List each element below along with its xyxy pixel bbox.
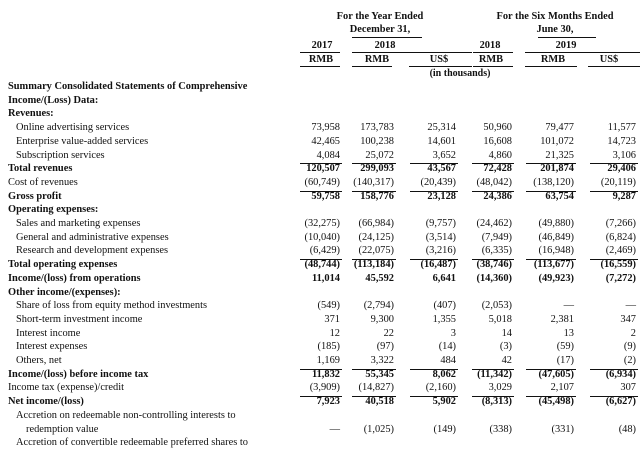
row-value: 120,507 [306,163,340,175]
row-label: Interest expenses [16,341,88,353]
row-value: 14,723 [607,135,636,147]
table-row [0,94,640,108]
units-note: (in thousands) [429,68,491,79]
row-value: 2,107 [550,382,574,394]
row-value: 22 [383,327,394,339]
table-row [0,135,640,149]
underline-rule [472,163,514,164]
row-value: (407) [433,300,456,312]
table-row [0,354,640,368]
row-value: (2,469) [605,245,636,257]
period2-date: June 30, [536,24,574,35]
row-value: (97) [376,341,394,353]
row-value: 8,062 [432,368,456,380]
row-value: 100,238 [360,135,394,147]
row-value: (1,025) [363,423,394,435]
row-value: (3,909) [309,382,340,394]
row-value: (2,053) [481,300,512,312]
row-value: 63,754 [545,190,574,202]
row-value: (7,949) [481,231,512,243]
row-value: 43,567 [427,163,456,175]
row-value: — [563,300,574,312]
row-value: 14,601 [427,135,456,147]
underline-rule [300,259,342,260]
row-value: (45,498) [538,396,574,408]
table-row [0,190,640,204]
row-value: (16,948) [538,245,574,257]
row-value: 9,300 [370,313,394,325]
row-value: 6,641 [432,272,456,284]
row-label: General and administrative expenses [16,231,169,243]
table-row [0,217,640,231]
row-value: 1,169 [316,355,340,366]
row-label: Subscription services [16,149,105,161]
underline-rule [300,163,342,164]
underline-rule [590,369,638,370]
row-value: 3,106 [612,149,636,161]
table-row [0,381,640,395]
row-value: (46,849) [538,231,574,243]
row-value: (9,757) [425,218,456,229]
row-value: 3,029 [488,382,512,394]
row-value: (7,272) [605,272,636,284]
row-value: 24,386 [483,190,512,202]
row-value: 371 [324,313,340,325]
underline-rule [472,369,514,370]
row-value: 72,428 [483,163,512,175]
underline-rule [472,191,514,192]
underline-rule [352,259,396,260]
row-value: 101,072 [540,135,574,147]
row-value: (549) [317,300,340,312]
row-value: 5,018 [488,313,512,325]
row-value: (48) [618,423,636,435]
row-label: Net income/(loss) [8,396,84,408]
table-row [0,121,640,135]
year-2019: 2019 [555,40,577,51]
row-value: (3) [499,341,512,353]
row-value: (6,429) [309,245,340,257]
row-label: Income tax (expense)/credit [8,382,124,394]
underline-rule [526,191,576,192]
table-row [0,107,640,121]
row-label: Research and development expenses [16,245,169,257]
currency-rmb-2018: RMB [364,54,390,65]
year-2018-six-months: 2018 [479,40,501,51]
period1-date: December 31, [349,24,411,35]
row-value: (59) [556,341,574,353]
row-value: (66,984) [358,218,394,229]
row-value: 5,902 [432,396,456,408]
row-value: (8,313) [481,396,512,408]
row-value: 13 [563,327,574,339]
underline-rule [590,163,638,164]
row-value: 40,518 [365,396,394,408]
row-label: Cost of revenues [8,176,78,188]
row-value: 307 [620,382,636,394]
underline-rule [472,396,514,397]
row-value: 347 [620,313,636,325]
row-label: Revenues: [8,108,54,120]
table-row [0,327,640,341]
row-label: Operating expenses: [8,204,99,216]
row-label: Other income/(expenses): [8,286,121,298]
year-2018: 2018 [374,40,396,51]
row-value: (10,040) [304,231,340,243]
row-value: 55,345 [365,368,394,380]
row-value: (6,627) [605,396,636,408]
row-value: 29,406 [607,163,636,175]
underline-rule [526,369,576,370]
table-row [0,409,640,423]
row-label: Total revenues [8,163,73,175]
row-value: (16,559) [600,259,636,271]
period1-header [300,10,460,36]
row-value: 14 [501,327,512,339]
row-value: 11,832 [311,368,340,380]
underline-rule [526,396,576,397]
row-label: Short-term investment income [16,313,143,325]
table-row [0,368,640,382]
row-value: (60,749) [304,176,340,188]
row-value: 201,874 [540,163,574,175]
row-value: 299,093 [360,163,394,175]
table-row [0,423,640,437]
row-label: Accretion of convertible redeemable preferred shares to [16,437,248,449]
row-value: 45,592 [365,272,394,284]
row-value: 484 [440,355,456,366]
row-value: 4,084 [316,149,340,161]
underline-rule [352,191,396,192]
underline-rule [590,191,638,192]
currency-usd-2018: US$ [429,54,449,65]
underline-rule [300,396,342,397]
row-value: (9) [623,341,636,353]
table-row [0,162,640,176]
row-value: (331) [551,423,574,435]
row-value: (6,335) [481,245,512,257]
currency-rmb-2018-six: RMB [478,54,504,65]
period2-header [470,10,640,36]
underline-rule [410,259,458,260]
table-row [0,149,640,163]
underline-rule [410,163,458,164]
row-value: 23,128 [427,190,456,202]
table-row [0,231,640,245]
row-value: 173,783 [360,122,394,134]
row-value: 25,314 [427,122,456,134]
row-value: (6,824) [605,231,636,243]
row-value: (48,042) [476,176,512,188]
row-value: (17) [556,355,574,366]
row-value: 3 [450,327,456,339]
row-value: (3,514) [425,231,456,243]
row-value: (14,360) [476,272,512,284]
row-value: (113,677) [533,259,574,271]
row-value: (2) [623,355,636,366]
table-row [0,203,640,217]
row-value: 42 [501,355,512,366]
year-2017: 2017 [311,40,333,51]
row-value: — [329,423,340,435]
row-value: (38,746) [476,259,512,271]
row-value: (2,160) [425,382,456,394]
row-label: Interest income [16,327,81,339]
row-value: (138,120) [533,176,574,188]
row-value: (185) [317,341,340,353]
row-value: 16,608 [483,135,512,147]
row-value: (16,487) [420,259,456,271]
row-value: 50,960 [483,122,512,134]
table-row [0,340,640,354]
period1-title: For the Year Ended [336,11,424,22]
row-value: (49,923) [538,272,574,284]
table-row [0,313,640,327]
row-value: (47,605) [538,368,574,380]
currency-usd-2019: US$ [599,54,619,65]
row-value: (6,934) [605,368,636,380]
underline-rule [300,369,342,370]
underline-rule [410,369,458,370]
row-value: 12 [329,327,340,339]
underline-rule [410,396,458,397]
row-value: 1,355 [432,313,456,325]
row-value: 25,072 [365,149,394,161]
row-label: Enterprise value-added services [16,135,149,147]
row-value: 11,014 [311,272,340,284]
row-value: 59,758 [311,190,340,202]
row-value: (48,744) [304,259,340,271]
row-label: Share of loss from equity method investments [16,300,208,312]
underline-rule [410,191,458,192]
row-label: Total operating expenses [8,259,118,271]
underline-rule [472,259,514,260]
underline-rule [590,259,638,260]
row-value: 73,958 [311,122,340,134]
row-value: 158,776 [360,190,394,202]
row-value: (113,184) [353,259,394,271]
table-row [0,436,640,450]
row-label: Summary Consolidated Statements of Comprehensive [8,81,248,92]
table-row [0,299,640,313]
row-value: (32,275) [304,218,340,229]
row-value: (24,462) [476,218,512,229]
currency-rmb-2019: RMB [540,54,566,65]
row-value: (22,075) [358,245,394,257]
row-value: 4,860 [488,149,512,161]
row-label: Sales and marketing expenses [16,218,141,229]
table-row [0,176,640,190]
row-value: (20,439) [420,176,456,188]
row-value: 42,465 [311,135,340,147]
row-value: (14,827) [358,382,394,394]
currency-rmb-2017: RMB [308,54,334,65]
table-row [0,286,640,300]
row-value: 7,923 [316,396,340,408]
row-value: (24,125) [358,231,394,243]
row-value: (2,794) [363,300,394,312]
period2-title: For the Six Months Ended [496,11,614,22]
row-value: (14) [438,341,456,353]
row-value: (7,266) [605,218,636,229]
underline-rule [526,163,576,164]
underline-rule [300,191,342,192]
row-value: 21,325 [545,149,574,161]
row-value: 79,477 [545,122,574,134]
row-label: Accretion on redeemable non-controlling interests to [16,409,236,421]
row-value: 2,381 [550,313,574,325]
table-row [0,272,640,286]
underline-rule [590,396,638,397]
row-value: (338) [489,423,512,435]
row-value: 2 [630,327,636,339]
row-label: Online advertising services [16,122,130,134]
row-value: (49,880) [538,218,574,229]
underline-rule [352,369,396,370]
row-value: (3,216) [425,245,456,257]
table-row [0,80,640,94]
row-value: — [625,300,636,312]
row-label: redemption value [26,423,99,435]
row-value: 3,322 [370,355,394,366]
row-value: 11,577 [607,122,636,134]
row-value: (11,342) [477,368,512,380]
row-label: Others, net [16,355,62,366]
row-value: (140,317) [353,176,394,188]
row-label: Income/(loss) from operations [8,272,141,284]
table-row [0,395,640,409]
row-label: Gross profit [8,190,62,202]
row-value: (149) [433,423,456,435]
row-value: 3,652 [432,149,456,161]
table-row [0,258,640,272]
row-value: 9,287 [612,190,636,202]
table-row [0,244,640,258]
underline-rule [526,259,576,260]
row-label: Income/(loss) before income tax [8,368,149,380]
row-value: (20,119) [600,176,636,188]
underline-rule [352,163,396,164]
underline-rule [352,396,396,397]
row-label: Income/(Loss) Data: [8,94,99,106]
